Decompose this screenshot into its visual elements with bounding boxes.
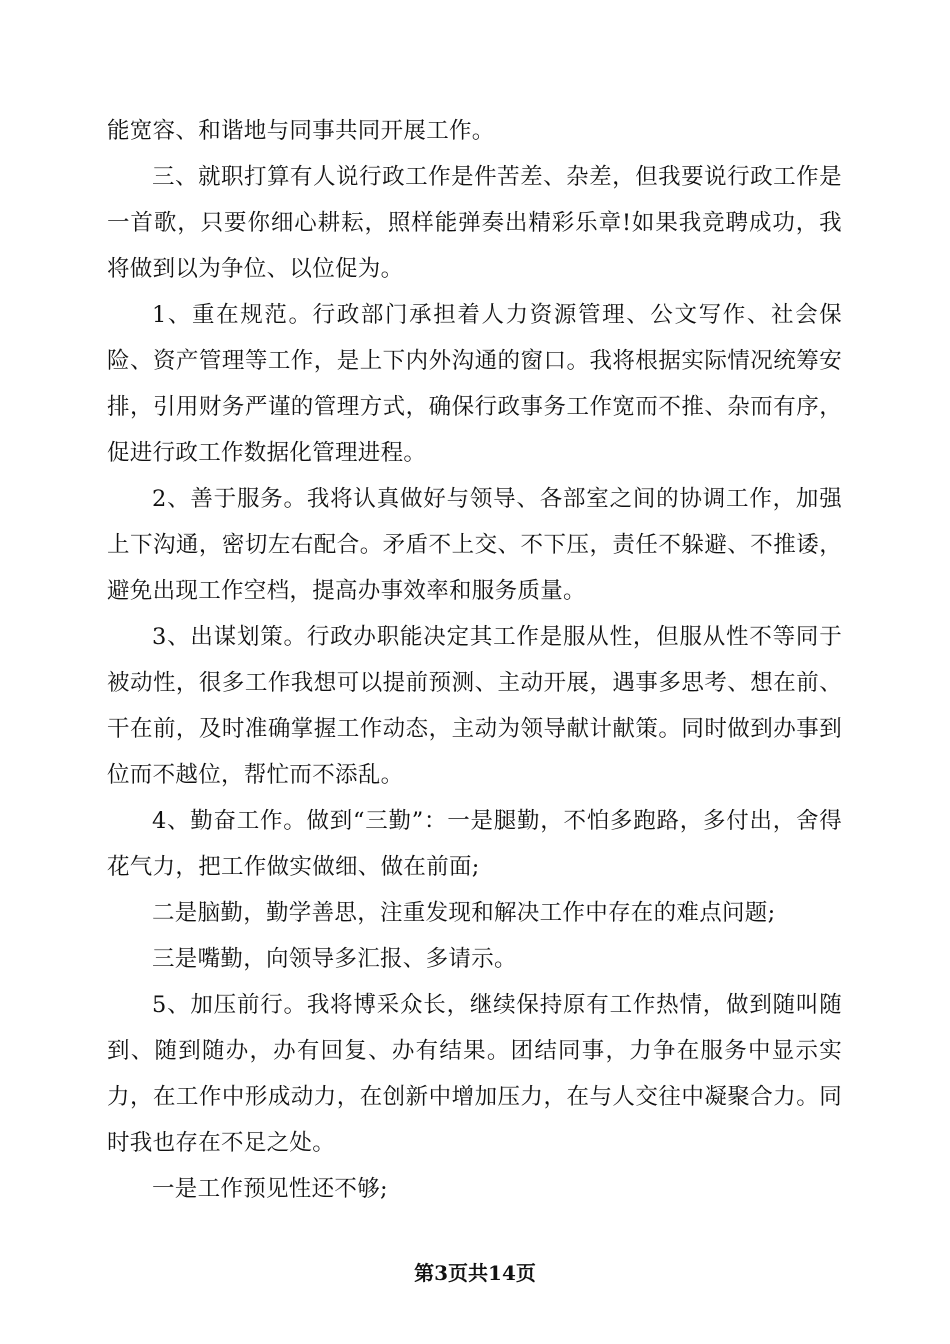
paragraph: 三、就职打算有人说行政工作是件苦差、杂差，但我要说行政工作是一首歌，只要你细心耕耘，照样能弹奏出精彩乐章!如果我竞聘成功，我将做到以为争位、以位促为。 <box>107 164 842 282</box>
document-body <box>107 108 842 1212</box>
paragraph: 3、出谋划策。行政办职能决定其工作是服从性，但服从性不等同于被动性，很多工作我想可以提前预测、主动开展，遇事多思考、想在前、干在前，及时准确掌握工作动态，主动为领导献计献策。同时做到办事到位而不越位，帮忙而不添乱。 <box>107 624 842 788</box>
paragraph: 能宽容、和谐地与同事共同开展工作。 <box>107 118 495 144</box>
paragraph: 2、善于服务。我将认真做好与领导、各部室之间的协调工作，加强上下沟通，密切左右配合。矛盾不上交、不下压，责任不躲避、不推诿，避免出现工作空档，提高办事效率和服务质量。 <box>107 486 842 604</box>
paragraph: 1、重在规范。行政部门承担着人力资源管理、公文写作、社会保险、资产管理等工作，是上下内外沟通的窗口。我将根据实际情况统筹安排，引用财务严谨的管理方式，确保行政事务工作宽而不推、杂而有序，促进行政工作数据化管理进程。 <box>107 302 842 466</box>
paragraph: 二是脑勤，勤学善思，注重发现和解决工作中存在的难点问题; <box>152 900 776 926</box>
paragraph: 5、加压前行。我将博采众长，继续保持原有工作热情，做到随叫随到、随到随办，办有回复、办有结果。团结同事，力争在服务中显示实力，在工作中形成动力，在创新中增加压力，在与人交往中凝聚合力。同时我也存在不足之处。 <box>107 992 842 1156</box>
paragraph: 一是工作预见性还不够; <box>152 1176 388 1202</box>
paragraph: 4、勤奋工作。做到“三勤”：一是腿勤，不怕多跑路，多付出，舍得花气力，把工作做实做细、做在前面; <box>107 808 842 880</box>
page-number-footer: 第3页共14页 <box>414 1261 536 1285</box>
paragraph: 三是嘴勤，向领导多汇报、多请示。 <box>152 946 517 972</box>
